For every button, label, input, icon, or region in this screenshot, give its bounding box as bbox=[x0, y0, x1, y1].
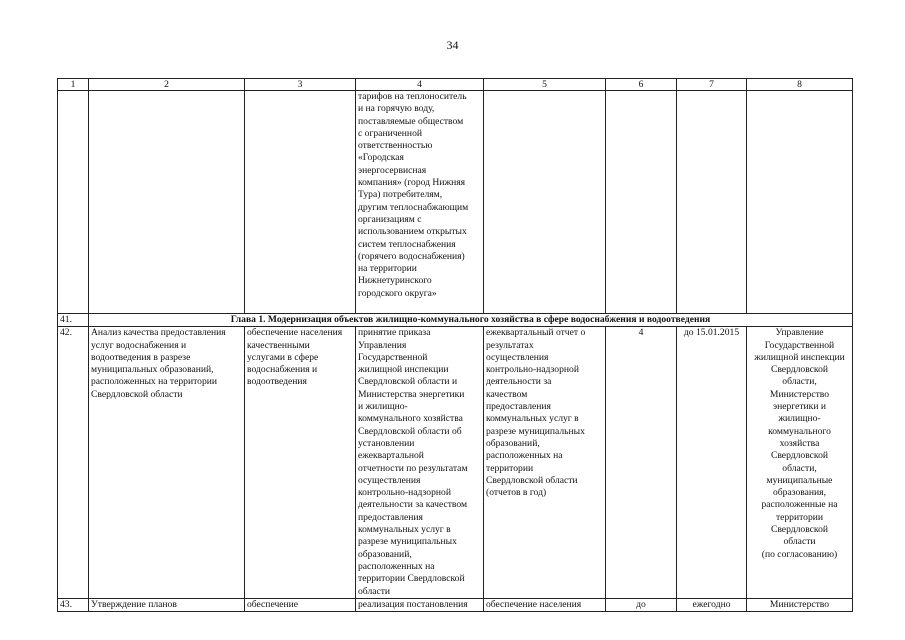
cell-goal: обеспечение bbox=[245, 598, 356, 611]
cell-empty bbox=[606, 91, 677, 314]
text-line: Свердловской области об bbox=[358, 425, 462, 437]
text-line: тарифов на теплоноситель bbox=[358, 91, 467, 102]
text-line: образований, bbox=[486, 437, 540, 449]
row-number: 43. bbox=[58, 598, 89, 611]
text-line: качеством bbox=[486, 388, 528, 400]
cell-measure: реализация постановления bbox=[356, 598, 484, 611]
text-line: территории Свердловской bbox=[358, 573, 465, 585]
text-line: городского округа» bbox=[358, 287, 437, 299]
text-line: жилищно- bbox=[778, 413, 821, 425]
text-line: предоставления bbox=[486, 401, 551, 413]
text-line: «Городская bbox=[358, 152, 404, 164]
text-line: ежеквартальной bbox=[358, 450, 424, 462]
text-line: коммунальных услуг в bbox=[486, 413, 579, 425]
cell-activity bbox=[89, 327, 245, 599]
text-line: образований, bbox=[358, 548, 412, 560]
text-line: Свердловской области и bbox=[358, 376, 458, 388]
text-line: отчетности по результатам bbox=[358, 462, 468, 474]
cell-deadline: ежегодно bbox=[677, 598, 747, 611]
text-line: разрезе муниципальных bbox=[358, 536, 457, 548]
table-row-chapter bbox=[58, 314, 853, 327]
text-line: Управление bbox=[775, 327, 824, 339]
col-number-header: 2 bbox=[89, 79, 245, 91]
cell-value: 4 bbox=[606, 327, 677, 599]
text-line: результатах bbox=[486, 339, 534, 351]
text-line: с ограниченной bbox=[358, 127, 422, 139]
text-line: Тура) потребителям, bbox=[358, 189, 443, 201]
text-line: поставляемые обществом bbox=[358, 115, 464, 127]
text-line: услуг водоснабжения и bbox=[91, 339, 187, 351]
row-number: 42. bbox=[58, 327, 89, 599]
page-number: 34 bbox=[446, 38, 459, 52]
text-line: водоотведения в разрезе bbox=[91, 351, 191, 363]
text-line: Свердловской области bbox=[486, 474, 578, 486]
cell-measure bbox=[356, 327, 484, 599]
text-line: жилищной инспекции bbox=[358, 364, 449, 376]
text-line: коммунальных услуг в bbox=[358, 524, 451, 536]
cell-responsible: Министерство bbox=[747, 598, 853, 611]
text-line: деятельности за bbox=[486, 376, 552, 388]
cell-deadline: до 15.01.2015 bbox=[677, 327, 747, 599]
text-line: разрезе муниципальных bbox=[486, 425, 585, 437]
text-line: предоставления bbox=[358, 511, 423, 523]
col-number-header: 5 bbox=[484, 79, 606, 91]
text-line: коммунального bbox=[768, 425, 831, 437]
text-line: обеспечение населения bbox=[247, 327, 343, 339]
text-line: муниципальных образований, bbox=[91, 364, 214, 376]
col-number-header: 1 bbox=[58, 79, 89, 91]
text-line: организациям с bbox=[358, 213, 422, 225]
text-line: Управления bbox=[358, 339, 407, 351]
text-line: Свердловской области bbox=[91, 388, 183, 400]
text-line: качественными bbox=[247, 339, 310, 351]
text-line: (по согласованию) bbox=[761, 548, 838, 560]
col-number-header: 8 bbox=[747, 79, 853, 91]
text-line: коммунального хозяйства bbox=[358, 413, 463, 425]
text-line: Свердловской bbox=[770, 450, 829, 462]
col-number-header: 3 bbox=[245, 79, 356, 91]
text-line: деятельности за качеством bbox=[358, 499, 468, 511]
col-number-header: 7 bbox=[677, 79, 747, 91]
table-row-43 bbox=[58, 598, 853, 611]
text-line: Анализ качества предоставления bbox=[91, 327, 226, 339]
text-line: услугами в сфере bbox=[247, 351, 319, 363]
col-number-header: 6 bbox=[606, 79, 677, 91]
text-line: ежеквартальный отчет о bbox=[486, 327, 586, 339]
cell-indicator: обеспечение населения bbox=[484, 598, 606, 611]
text-line: ответственностью bbox=[358, 140, 433, 152]
text-line: области bbox=[783, 536, 816, 548]
row-number: 41. bbox=[58, 314, 89, 327]
cell-value: до bbox=[606, 598, 677, 611]
text-line: осуществления bbox=[486, 351, 549, 363]
text-line: области bbox=[358, 585, 391, 597]
text-line: контрольно-надзорной bbox=[358, 487, 451, 499]
text-line: установлении bbox=[358, 437, 415, 449]
text-line: и жилищно- bbox=[358, 401, 408, 413]
col-number-header: 4 bbox=[356, 79, 484, 91]
text-line: области, bbox=[782, 376, 817, 388]
text-line: Свердловской bbox=[770, 364, 829, 376]
text-line: принятие приказа bbox=[358, 327, 431, 339]
text-line: водоотведения bbox=[247, 376, 307, 388]
cell-goal bbox=[245, 327, 356, 599]
column-number-row bbox=[58, 79, 853, 91]
cell-activity: Утверждение планов bbox=[89, 598, 245, 611]
text-line: на территории bbox=[358, 263, 417, 275]
text-line: Государственной bbox=[358, 351, 428, 363]
text-line: Министерство bbox=[769, 388, 830, 400]
text-line: муниципальные bbox=[766, 474, 833, 486]
cell-indicator bbox=[484, 327, 606, 599]
table-row-continuation bbox=[58, 91, 853, 314]
cell-empty bbox=[484, 91, 606, 314]
text-line: Свердловской bbox=[770, 524, 829, 536]
text-line: (горячего водоснабжения) bbox=[358, 250, 465, 262]
text-line: Нижнетуринского bbox=[358, 275, 432, 287]
cell-empty bbox=[245, 91, 356, 314]
text-line: систем теплоснабжения bbox=[358, 238, 456, 250]
cell-responsible bbox=[747, 327, 853, 599]
cell-empty bbox=[89, 91, 245, 314]
text-line: Министерства энергетики bbox=[358, 388, 465, 400]
text-line: (отчетов в год) bbox=[486, 487, 547, 499]
text-line: области, bbox=[782, 462, 817, 474]
text-line: и на горячую воду, bbox=[358, 103, 435, 115]
text-line: расположенных на территории bbox=[91, 376, 218, 388]
text-line: хозяйства bbox=[779, 437, 820, 449]
text-line: энергосервисная bbox=[358, 164, 427, 176]
text-line: контрольно-надзорной bbox=[486, 364, 579, 376]
text-line: другим теплоснабжающим bbox=[358, 201, 469, 213]
cell-continuation-text bbox=[356, 91, 484, 314]
text-line: расположенных на bbox=[358, 560, 435, 572]
text-line: компания» (город Нижняя bbox=[358, 177, 466, 189]
cell-empty bbox=[747, 91, 853, 314]
text-line: Государственной bbox=[764, 339, 835, 351]
text-line: расположенные на bbox=[761, 499, 838, 511]
text-line: осуществления bbox=[358, 474, 421, 486]
text-line: расположенных на bbox=[486, 450, 563, 462]
text-line: энергетики и bbox=[772, 401, 827, 413]
cell-empty bbox=[58, 91, 89, 314]
plan-table bbox=[57, 78, 853, 612]
table-row-42 bbox=[58, 327, 853, 599]
cell-empty bbox=[677, 91, 747, 314]
text-line: территории bbox=[486, 462, 534, 474]
text-line: образования, bbox=[772, 487, 826, 499]
text-line: жилищной инспекции bbox=[754, 351, 845, 363]
text-line: использованием открытых bbox=[358, 226, 467, 238]
text-line: территории bbox=[775, 511, 824, 523]
text-line: водоснабжения и bbox=[247, 364, 318, 376]
chapter-title: Глава 1. Модернизация объектов жилищно-коммунального хозяйства в сфере водоснабжения и водоотведения bbox=[89, 314, 853, 327]
